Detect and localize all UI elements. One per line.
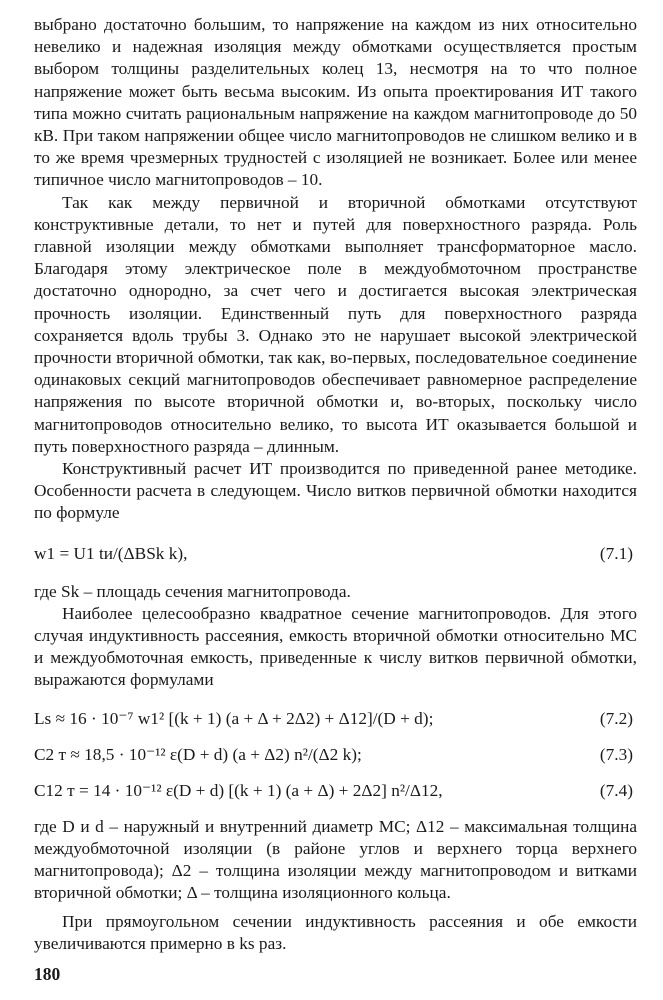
formula-7-3-expression: C2 т ≈ 18,5 · 10⁻¹² ε(D + d) (a + Δ2) n²/(Δ2 k); [34, 744, 362, 764]
paragraph-symbols: где D и d – наружный и внутренний диаметр МС; Δ12 – максимальная толщина междуобмоточной изоляции (в районе углов и верхнего торца верхнего магнитопровода); Δ2 – толщина изоляции между магнитопроводом и витками вторичной обмотки; Δ – толщина изоляционного кольца. [34, 816, 637, 903]
paragraph-rectangular-section: При прямоугольном сечении индуктивность рассеяния и обе емкости увеличиваются примерно в ks раз. [34, 911, 637, 953]
formula-7-1 [34, 543, 637, 565]
formula-7-2-number: (7.2) [599, 708, 633, 728]
formula-7-4-expression: C12 т = 14 · 10⁻¹² ε(D + d) [(k + 1) (a + Δ) + 2Δ2] n²/Δ12, [34, 780, 443, 800]
paragraph-design-calculation: Конструктивный расчет ИТ производится по приведенной ранее методике. Особенности расчета в следующем. Число витков первичной обмотки находится по формуле [34, 459, 637, 523]
formula-7-3-number: (7.3) [599, 744, 633, 764]
formula-7-1-number: (7.1) [599, 543, 633, 563]
body-text [34, 14, 637, 955]
formula-7-2-expression: Ls ≈ 16 · 10⁻⁷ w1² [(k + 1) (a + Δ + 2Δ2) + Δ12]/(D + d); [34, 708, 434, 728]
page-number: 180 [34, 964, 61, 984]
paragraph-sk-definition: где Sk – площадь сечения магнитопровода. [34, 581, 351, 601]
formula-7-2 [34, 708, 637, 730]
formula-7-3 [34, 744, 637, 766]
formula-7-4-number: (7.4) [599, 780, 633, 800]
paragraph-continuation: выбрано достаточно большим, то напряжение на каждом из них относительно невелико и надежная изоляция между обмотками осуществляется простым выбором толщины разделительных колец 13, несмотря на то что полное напряжение может быть весьма высоким. Из опыта проектирования ИТ такого типа можно считать рациональным напряжение на каждом магнитопроводе до 50 кВ. При таком напряжении общее число магнитопроводов не слишком велико и в то же время чрезмерных трудностей с изоляцией не возникает. Более или менее типичное число магнитопроводов – 10. [34, 15, 637, 190]
formula-7-1-expression: w1 = U1 tи/(ΔBSk k), [34, 543, 188, 563]
paragraph-square-section: Наиболее целесообразно квадратное сечение магнитопроводов. Для этого случая индуктивность рассеяния, емкость вторичной обмотки относительно МС и междуобмоточная емкость, приведенные к числу витков первичной обмотки, выражаются формулами [34, 603, 637, 690]
formula-7-4 [34, 780, 637, 802]
paragraph-insulation: Так как между первичной и вторичной обмотками отсутствуют конструктивные детали, то нет и путей для поверхностного разряда. Роль главной изоляции между обмотками выполняет трансформаторное масло. Благодаря этому электрическое поле в междуобмоточном пространстве достаточно однородно, за счет чего и достигается высокая электрическая прочность изоляции. Единственный путь для поверхностного разряда сохраняется вдоль трубы 3. Однако это не нарушает высокой электрической прочности вторичной обмотки, так как, во-первых, последовательное соединение одинаковых секций магнитопроводов обеспечивает равномерное распределение напряжения по высоте вторичной обмотки и, во-вторых, поскольку число магнитопроводов относительно велико, то высота ИТ оказывается большой и путь поверхностного разряда – длинным. [34, 192, 637, 456]
